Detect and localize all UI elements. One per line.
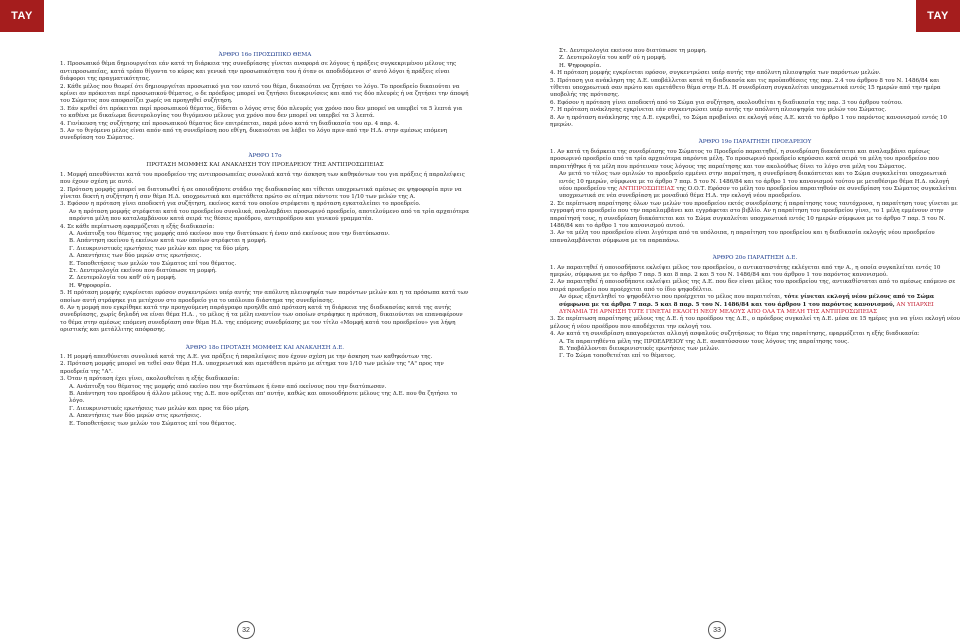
list-item: Α. Τα παραιτηθέντα μέλη της ΠΡΟΕΔΡΕΙΟΥ της Δ.Ε. αναπτύσσουν τους λόγους της παραίτησης τους. bbox=[559, 338, 849, 345]
paragraph: 2. Πρόταση μομφής μπορεί να τεθεί σαν θέμα Η.Δ. υποχρεωτικά και αμετάθετα πρώτο με αίτημα του 1/10 των μελών της "Α" προς την προεδρεία της "Α". bbox=[60, 361, 444, 375]
paragraph: 3. Σε περίπτωση παραίτησης μέλους της Δ.Ε. ή του προέδρου της Δ.Ε., ο πρόεδρος συγκαλεί τη Δ.Ε. μέσα σε 15 ημέρες για να γίνει εκλογή νέου μέλους ή νέου προέδρου που αποδέχεται την εκλογή του. bbox=[550, 316, 960, 330]
bold-text: τότε γίνεται εκλογή νέου μέλους από το Σώμα σύμφωνα με τα άρθρα 7 παρ. 5 και 8 παρ. 5 του Ν. 1486/84 και του άρθρου 1 του παρόντος κανονισμού, bbox=[559, 294, 935, 308]
list-item: Γ. Το Σώμα τοποθετείται επί το θέματος. bbox=[559, 353, 676, 360]
right-page bbox=[550, 48, 960, 613]
paragraph: 3. Όταν η πρόταση έχει γίνει, ακολουθείται η εξής διαδικασία: bbox=[60, 376, 240, 383]
text-span: Αν μετά το τέλος των ομιλιών το προεδρείο εμμένει στην παραίτηση, η συνεδρίαση διακόπτεται και το Σώμα συγκαλείται υποχρεωτικά εντός 10 ημερών, σύμφωνα με το άρθρο 7 παρ. 5 του Ν. 1486/84 και το άρθρο 1 του κανονισμού τούτου με μεταθέσιμο θέμα Η.Δ. εκλογή νέου προεδρείου της bbox=[559, 171, 950, 192]
article-18-title: ΆΡΘΡΟ 18ο ΠΡΟΤΑΣΗ ΜΟΜΦΗΣ ΚΑΙ ΑΝΑΚΛΗΣΗ Δ.Ε. bbox=[185, 344, 345, 351]
paragraph: 4. Αν κατά τη συνεδρίαση απαγορεύεται αλλαγή ασφαλούς συζητήσεως το θέμα της παραίτησης, εφαρμόζεται η εξής διαδικασία: bbox=[550, 331, 920, 338]
list-item: Δ. Απαντήσεις των δύο μερών στις ερωτήσεις. bbox=[69, 413, 202, 420]
list-item: Β. Απάντηση του προέδρου ή άλλου μέλους της Δ.Ε. που ορίζεται απ' αυτήν, καθώς και οποιουδήποτε μέλους της Δ.Ε. που θα ζητήσει το λόγο. bbox=[69, 391, 458, 405]
paragraph: Αν η πρόταση μομφής στρέφεται κατά του προεδρείου συνολικά, αναλαμβάνει προσωρινό προεδρείο, αποτελούμενο από τα τρία αρχαιότερα παρόντα μέλη που καταλαμβάνουν κατά σειρά τις θέσεις προέδρου, αντιπροέδρου και γενικού γραμματέα. bbox=[69, 208, 469, 223]
paragraph: 1. Αν κατά τη διάρκεια της συνεδρίασης του Σώματος το Προεδρείο παραιτηθεί, η συνεδρίαση διακόπτεται και αναλαμβάνει αμέσως προσωρινό προεδρείο από τα τρία αρχαιότερα παρόντα μέλη. Το προσωρινό προεδρείο κηρύσσει κατά σειρά τα μέλη του προεδρείου που παραιτήθηκε ή τα μέλη που πρότειναν τους λόγους της παραίτησης και τον ακολούθως δίνει το λόγο στα μέλη του Σώματος. bbox=[550, 148, 939, 170]
list-item: Α. Ανάπτυξη του θέματος της μομφής από εκείνο που την διατύπωσε ή έναν από εκείνους που την διατύπωσαν. bbox=[69, 383, 387, 390]
paragraph: 3. Αν τα μέλη του προεδρείου είναι λιγότερα από τα υπόλοιπα, η παραίτηση του προεδρείου και η διαδικασία εκλογής νέου προεδρείου επαναλαμβάνεται σύμφωνα με τα παραπάνω. bbox=[550, 230, 935, 244]
list-item: Γ. Διευκρινιστικές ερωτήσεις των μελών και προς τα δύο μέρη. bbox=[69, 405, 250, 412]
paragraph: 3. Εάν κριθεί ότι πρόκειται περί προσωπικού θέματος, δίδεται ο λόγος στις δύο πλευρές για χρόνο που δεν μπορεί να υπερβεί τα 5 λεπτά για το καθένα με δικαίωμα δευτερολογίας του θιγόμενου μέλους για χρόνο που δεν μπορεί να υπερβεί τα 3 λεπτά. bbox=[60, 105, 463, 120]
article-16-title: ΆΡΘΡΟ 16ο ΠΡΟΣΩΠΙΚΟ ΘΕΜΑ bbox=[218, 52, 312, 58]
paragraph: 5. Η πρόταση μομφής εγκρίνεται εφόσον συγκεντρώνει υπέρ αυτής την απόλυτη πλειοψηφία των παρόντων μελών και η τα πρόσωπα κατά των οποίων αυτή στράφηκε για μετέχουν στο προεδρείο για το υπόλοιπο διάστημα της συνεδρίασης. bbox=[60, 290, 469, 304]
section-tab-left: ΤΑΥ bbox=[0, 0, 44, 32]
list-item: Στ. Δευτερολογία εκείνου που διατύπωσε τη μομφή. bbox=[69, 267, 217, 274]
article-20-title: ΆΡΘΡΟ 20ο ΠΑΡΑΙΤΗΣΗ Δ.Ε. bbox=[712, 255, 798, 262]
list-item: Γ. Διευκρινιστικές ερωτήσεις των μελών και προς τα δύο μέρη. bbox=[69, 245, 250, 252]
highlighted-text: ΑΝ ΥΠΑΡΧΕΙ ΔΥΝΑΜΙΑ ΤΗ ΑΡΝΗΣΗ ΤΟΤΕ ΓΙΝΕΤΑΙ ΕΚΛΟΓΗ ΝΕΟΥ ΜΕΛΟΥΣ ΑΠΟ ΟΛΑ ΤΑ ΜΕΛΗ ΤΗΣ ΑΝΤΙΠΡΟΣΩΠΕΙΑΣ bbox=[559, 301, 934, 315]
list-item: Ζ. Δευτερολογία του καθ' ού η μομφή. bbox=[559, 55, 667, 62]
list-item: Ζ. Δευτερολογία του καθ' ού η μομφή. bbox=[69, 275, 177, 282]
section-tab-right: ΤΑΥ bbox=[916, 0, 960, 32]
paragraph: 1. Η μομφή απευθύνεται συνολικά κατά της Δ.Ε. για πράξεις ή παραλείψεις που έχουν σχέση με την άσκηση των καθηκόντων της. bbox=[60, 354, 433, 361]
text-span: της Ο.Ο.Τ. Εφόσον το μέλη του προεδρείου παραιτηθούν σε συνεδρίαση του Σώματος συγκαλείται υποχρεωτικά σε νέα συνεδρίαση με μοναδικό θέμα Η.Δ. την εκλογή νέου προεδρείου. bbox=[559, 185, 957, 200]
paragraph: 1. Προσωπικό θέμα δημιουργείται εάν κατά τη διάρκεια της συνεδρίασης γίνεται αναφορά σε λόγους ή πράξεις συγκεκριμένου μέλους της αντιπροσωπείας, κατά τρόπο θίγοντα το κύρος και γενικά την προσωπικότητα του ή όταν οι αποδιδόμενοι σ' αυτό λόγοι ή πράξεις είναι διάφοροι της πραγματικότητας. bbox=[60, 61, 457, 83]
article-17-title: ΆΡΘΡΟ 17ο bbox=[248, 152, 282, 159]
paragraph: 4. Σε κάθε περίπτωση εφαρμόζεται η εξής διαδικασία: bbox=[60, 223, 215, 230]
paragraph: 2. Κάθε μέλος που θεωρεί ότι δημιουργείται προσωπικό για τον εαυτό του θέμα, δικαιούται να ζητήσει το λόγο. Το προεδρείο δικαιούται να κρίνει αν πρόκειται περί προσωπικού θέματος, ο δε πρόεδρος μπορεί να ζητήσει διευκρινίσεις και από τις δύο πλευρές ή να ζητήσει την άποψή του Σώματος που αποφασίζει χωρίς να προηγηθεί συζήτηση. bbox=[60, 83, 469, 105]
paragraph: 3. Εφόσον η πρόταση γίνει αποδεκτή για συζήτηση, εκείνος κατά του οποίου στρέφεται η πρόταση εγκαταλείπει το προεδρείο. bbox=[60, 201, 421, 208]
paragraph: 2. Σε περίπτωση παραίτησης όλων των μελών του προεδρείου εκτός συνεδρίασης ή παραίτησης τους ταυτόχρονα, η παραίτηση τους γίνεται με εγγραφή στο προεδρείο που την παραλαμβάνει και εγγράφεται στο βιβλίο. Αν η παραίτηση του προεδρείου γίνει, το 1 μέλη εμμένουν στην παραίτησή τους, η συνεδρίαση διακόπτεται και το Σώμα συγκαλείται υποχρεωτικά εντός 10 ημερών σύμφωνα με το άρθρο 7 παρ. 5 του Ν. 1486/84 και το άρθρο 1 του κανονισμού αυτού. bbox=[550, 200, 958, 229]
list-item: Η. Ψηφοφορία. bbox=[559, 62, 602, 69]
list-item: Δ. Απαντήσεις των δύο μερών στις ερωτήσεις. bbox=[69, 253, 202, 260]
list-item: Α. Ανάπτυξη του θέματος της μομφής από εκείνον που την διατύπωσε ή έναν από εκείνους που την διατύπωσαν. bbox=[69, 230, 390, 237]
paragraph: 1. Μομφή απευθύνεται κατά του προεδρείου της αντιπροσωπείας συνολικά κατά την άσκηση των καθηκόντων του για πράξεις ή παραλείψεις που έχουν σχέση με αυτό. bbox=[60, 171, 465, 186]
list-item: Στ. Δευτερολογία εκείνου που διατύπωσε τη μομφή. bbox=[559, 48, 707, 54]
paragraph: 2. Αν παραιτηθεί ή οποιοσδήποτε εκλείψει μέλος της Δ.Ε. που δεν είναι μέλος του προεδρείου της, αντικαθίσταται από το αμέσως επόμενο σε σειρά προεδρείο που προέρχεται από το ίδιο ψηφοδέλτιο. bbox=[550, 279, 956, 293]
left-page bbox=[60, 48, 470, 613]
article-17-subtitle: ΠΡΟΤΑΣΗ ΜΟΜΦΗΣ ΚΑΙ ΑΝΑΚΛΗΣΗ ΤΟΥ ΠΡΟΕΔΡΕΙΟΥ ΤΗΣ ΑΝΤΙΠΡΟΣΩΠΕΙΑΣ bbox=[146, 162, 384, 169]
paragraph bbox=[550, 294, 960, 316]
paragraph: 8. Αν η πρόταση ανάκλησης της Δ.Ε. εγκριθεί, το Σώμα προβαίνει σε εκλογή νέας Δ.Ε. κατά το άρθρο 1 του παρόντος κανονισμού εντός 10 ημερών. bbox=[550, 114, 947, 129]
paragraph: 2. Πρόταση μομφής μπορεί να διατυπωθεί ή σε οποιοδήποτε στάδιο της διαδικασίας και τίθεται υποχρεωτικά αμέσως σε ψηφοφορία πριν να γίνεται δεκτή η συζήτηση ή σαν θέμα Η.Δ. υποχρεωτικά και αμετάθετα πρώτο σε αίτημα πάντοτε του 1/10 των μελών της Α. bbox=[60, 186, 462, 200]
list-item: Ε. Τοποθετήσεις των μελών του Σώματος επί του θέματος. bbox=[69, 260, 237, 267]
paragraph: 4. Γενίκευση της συζήτησης επί προσωπικού θέματος δεν επιτρέπεται, παρά μόνο κατά τη διαδικασία του αρ. 4 παρ. 4. bbox=[60, 120, 400, 127]
paragraph: 7. Η πρόταση ανάκλησης εγκρίνεται εάν συγκεντρώσει υπέρ αυτής την απόλυτη πλειοψηφία του μελών του Σώματος. bbox=[550, 107, 887, 114]
text-span: Αν όμως εξαντληθεί το ψηφοδέλτιο που προέρχεται το μέλος που παραιτείται, bbox=[559, 294, 784, 301]
page-number-left: 32 bbox=[237, 621, 255, 639]
paragraph: 1. Αν παραιτηθεί ή οποιοσδήποτε εκλείψει μέλος του προεδρείου, ο αντικαταστάτης εκλέγεται από την Α., η οποία συγκαλείται εντός 10 ημερών, σύμφωνα με το άρθρο 7 παρ. 5 και 8 παρ. 2 και 5 του Ν. 1486/84 και του άρθρου 1 του παρόντος κανονισμού. bbox=[550, 264, 941, 278]
highlighted-text: ΑΝΤΙΠΡΟΣΩΠΕΙΑΣ bbox=[618, 185, 675, 192]
paragraph bbox=[550, 171, 960, 201]
paragraph: 5. Πρόταση για ανάκληση της Δ.Ε. υποβάλλεται κατά τη διαδικασία και τις προϋποθέσεις της παρ. 2.4 του άρθρου 8 του Ν. 1486/84 και τίθεται υποχρεωτικά σαν πρώτο και αμετάθετο θέμα στην Η.Δ. Η συνεδρίαση συγκαλείται υποχρεωτικά εντός 15 ημερών από την ημέρα υποβολής της πρότασης. bbox=[550, 77, 941, 99]
list-item: Β. Υποβάλλονται διευκρινιστικές ερωτήσεις των μελών. bbox=[559, 346, 720, 353]
paragraph: 6. Εφόσον η πρόταση γίνει αποδεκτή από το Σώμα για συζήτηση, ακολουθείται η διαδικασία της παρ. 3 του άρθρου τούτου. bbox=[550, 99, 903, 106]
paragraph: 5. Αν το θιγόμενο μέλος είναι απόν από τη συνεδρίαση που εθίγη, δικαιούται να λάβει το λόγο πριν από την Η.Δ. στην αμέσως επόμενη συνεδρίαση του Σώματος. bbox=[60, 128, 448, 142]
paragraph: 6. Αν η μομφή που εγκρίθηκε κατά την προηγούμενη παράγραφο προηλθε από πρόταση κατά τη διάρκεια της διαδικασίας κατά της αυτής συνεδρίασης, χωρίς δηλαδή να είναι θέμα Η.Δ. , το μέλος ή τα μέλη εναντίον των οποίων στράφηκε η πρόταση, δικαιούνται να επαναφέρουν το θέμα στην αμέσως επόμενη συνεδρίαση σαν θέμα Η.Δ. της επόμενης συνεδρίασης με τον τίτλο «Μομφή κατά του προεδρείου» για λήψη οριστικής και μετάλλιτης απόφασης. bbox=[60, 305, 463, 334]
list-item: Β. Απάντηση εκείνου ή εκείνων κατά των οποίων στρέφεται η μομφή. bbox=[69, 238, 267, 245]
list-item: Ε. Τοποθετήσεις των μελών του Σώματος επί του θέματος. bbox=[69, 420, 237, 427]
page-number-right: 33 bbox=[708, 621, 726, 639]
paragraph: 4. Η πρόταση μομφής εγκρίνεται εφόσον, συγκεντρώσει υπέρ αυτής την απόλυτη πλειοψηφία των παρόντων μελών. bbox=[550, 70, 881, 77]
list-item: Η. Ψηφοφορία. bbox=[69, 282, 112, 289]
article-19-title: ΆΡΘΡΟ 19ο ΠΑΡΑΙΤΗΣΗ ΠΡΟΕΔΡΕΙΟΥ bbox=[698, 139, 812, 146]
